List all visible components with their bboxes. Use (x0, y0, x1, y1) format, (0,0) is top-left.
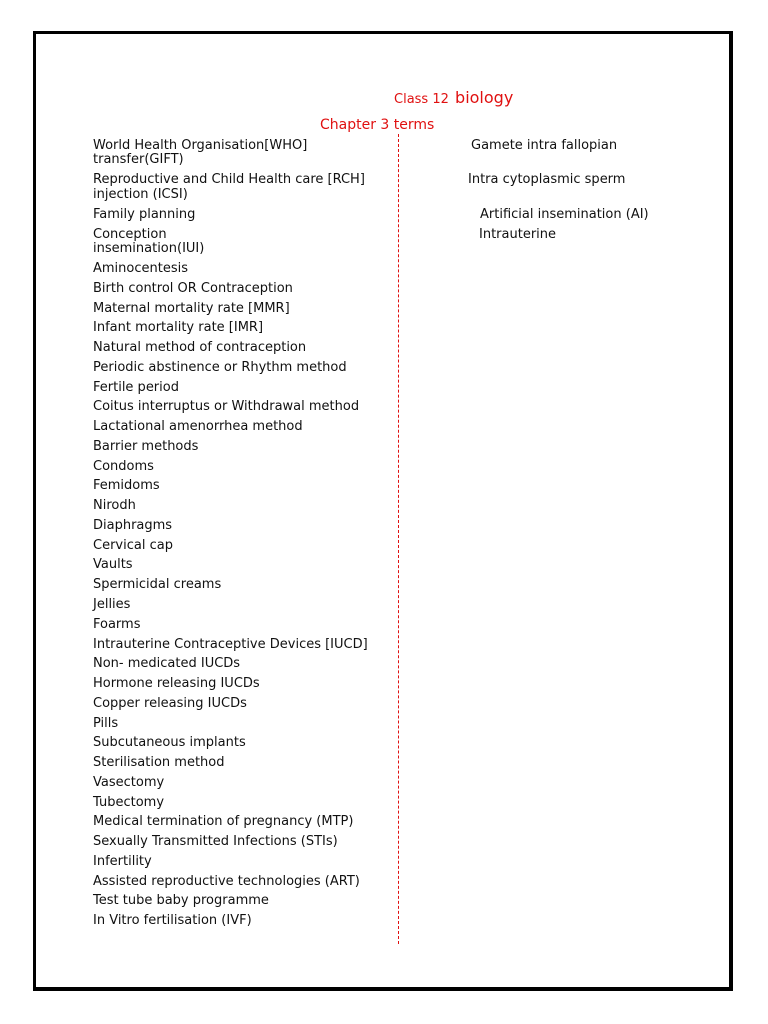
list-item: Jellies (93, 597, 131, 612)
list-item: Tubectomy (93, 795, 165, 810)
list-item: Aminocentesis (93, 261, 188, 276)
page-title (394, 88, 513, 107)
list-item: Family planning (93, 207, 196, 222)
list-item: Femidoms (93, 478, 160, 493)
class-label: Class 12 (394, 92, 449, 107)
list-item: Gamete intra fallopian (471, 138, 618, 153)
list-item: Cervical cap (93, 538, 173, 553)
list-item: insemination(IUI) (93, 241, 205, 256)
list-item: Reproductive and Child Health care [RCH] (93, 172, 365, 187)
list-item: Sterilisation method (93, 755, 225, 770)
list-item: Assisted reproductive technologies (ART) (93, 874, 360, 889)
list-item: Infant mortality rate [IMR] (93, 320, 264, 335)
list-item: World Health Organisation[WHO] (93, 138, 308, 153)
list-item: In Vitro fertilisation (IVF) (93, 913, 252, 928)
list-item: Natural method of contraception (93, 340, 307, 355)
list-item: Test tube baby programme (93, 893, 269, 908)
subject-label: biology (455, 88, 514, 107)
chapter-heading: Chapter 3 terms (320, 117, 435, 133)
list-item: Spermicidal creams (93, 577, 222, 592)
list-item: Vaults (93, 557, 133, 572)
list-item: Intra cytoplasmic sperm (468, 172, 626, 187)
list-item: Barrier methods (93, 439, 199, 454)
list-item: Coitus interruptus or Withdrawal method (93, 399, 360, 414)
list-item: Vasectomy (93, 775, 165, 790)
list-item: Pills (93, 716, 119, 731)
list-item: Intrauterine (479, 227, 557, 242)
list-item: Medical termination of pregnancy (MTP) (93, 814, 354, 829)
list-item: Periodic abstinence or Rhythm method (93, 360, 347, 375)
list-item: Diaphragms (93, 518, 173, 533)
list-item: injection (ICSI) (93, 187, 188, 202)
list-item: transfer(GIFT) (93, 152, 184, 167)
list-item: Intrauterine Contraceptive Devices [IUCD] (93, 637, 368, 652)
list-item: Condoms (93, 459, 154, 474)
list-item: Foarms (93, 617, 141, 632)
list-item: Hormone releasing IUCDs (93, 676, 260, 691)
list-item: Subcutaneous implants (93, 735, 246, 750)
column-divider (398, 134, 399, 944)
list-item: Conception (93, 227, 167, 242)
list-item: Maternal mortality rate [MMR] (93, 301, 290, 316)
list-item: Birth control OR Contraception (93, 281, 293, 296)
list-item: Lactational amenorrhea method (93, 419, 303, 434)
list-item: Sexually Transmitted Infections (STIs) (93, 834, 338, 849)
list-item: Copper releasing IUCDs (93, 696, 247, 711)
list-item: Infertility (93, 854, 152, 869)
list-item: Fertile period (93, 380, 179, 395)
list-item: Nirodh (93, 498, 136, 513)
list-item: Non- medicated IUCDs (93, 656, 241, 671)
list-item: Artificial insemination (AI) (480, 207, 649, 222)
